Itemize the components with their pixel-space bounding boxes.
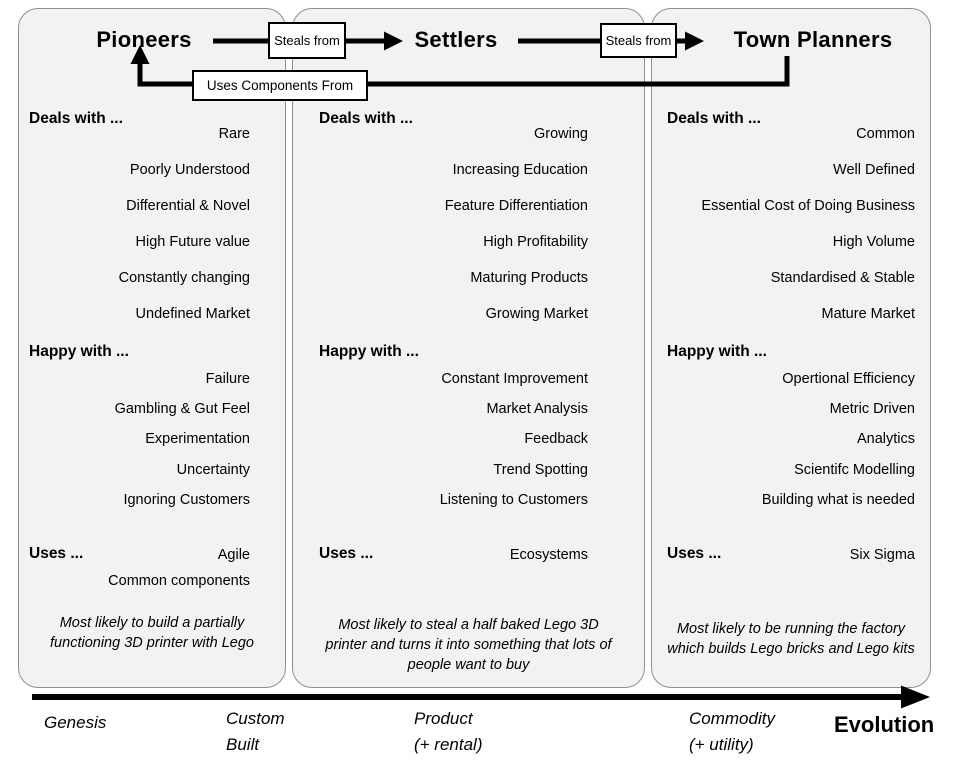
uses-item: Ecosystems [509, 547, 588, 563]
axis-stage-line: Built [226, 735, 260, 754]
happy-item: Metric Driven [829, 401, 915, 417]
deals-item: Poorly Understood [129, 162, 250, 178]
happy-item: Analytics [856, 431, 915, 447]
evolution-axis-label: Evolution [834, 712, 935, 737]
happy-item: Failure [205, 371, 250, 387]
deals-item: Increasing Education [452, 162, 588, 178]
deals-item: Growing [534, 126, 588, 142]
steals-from-label-box: Steals from [268, 22, 346, 59]
deals-with-header: Deals with ... [667, 110, 761, 127]
happy-item: Ignoring Customers [123, 492, 250, 508]
axis-stage-line: Genesis [44, 713, 107, 732]
happy-with-header: Happy with ... [667, 343, 767, 360]
deals-item: Common [856, 126, 915, 142]
evolution-arrowhead-icon [901, 686, 930, 709]
settlers-note: Most likely to steal a half baked Lego 3D printer and turns it into something that lots of people want to buy [325, 617, 612, 673]
happy-item: Constant Improvement [441, 371, 588, 387]
happy-item: Listening to Customers [439, 492, 588, 508]
uses-header: Uses ... [29, 545, 84, 562]
happy-item: Trend Spotting [493, 462, 588, 478]
uses-item: Common components [108, 573, 250, 589]
uses-components-from-label-box: Uses Components From [192, 70, 368, 101]
deals-item: Constantly changing [118, 270, 250, 286]
town-planners-note: Most likely to be running the factory which builds Lego bricks and Lego kits [667, 621, 915, 657]
happy-item: Market Analysis [486, 401, 588, 417]
happy-item: Building what is needed [761, 492, 915, 508]
deals-item: Standardised & Stable [770, 270, 915, 286]
pioneers-note: Most likely to build a partially functioning 3D printer with Lego [50, 615, 254, 651]
uses-item: Agile [217, 547, 250, 563]
deals-item: Mature Market [821, 306, 915, 322]
deals-item: Feature Differentiation [444, 198, 588, 214]
deals-with-header: Deals with ... [29, 110, 123, 127]
deals-item: Essential Cost of Doing Business [701, 198, 915, 214]
deals-with-header: Deals with ... [319, 110, 413, 127]
happy-item: Experimentation [145, 431, 250, 447]
town-planners-title: Town Planners [733, 27, 893, 52]
happy-item: Uncertainty [176, 462, 250, 478]
pioneers-title: Pioneers [96, 27, 192, 52]
settlers-title: Settlers [414, 27, 498, 52]
happy-with-header: Happy with ... [29, 343, 129, 360]
happy-item: Gambling & Gut Feel [114, 401, 250, 417]
axis-stage-line: Commodity [689, 709, 775, 728]
axis-stage-line: Product [414, 709, 473, 728]
right-arrowhead-icon [685, 32, 704, 51]
happy-with-header: Happy with ... [319, 343, 419, 360]
deals-item: Maturing Products [470, 270, 588, 286]
deals-item: Undefined Market [135, 306, 250, 322]
deals-item: Growing Market [485, 306, 588, 322]
happy-item: Opertional Efficiency [782, 371, 915, 387]
deals-item: Well Defined [833, 162, 915, 178]
uses-header: Uses ... [667, 545, 722, 562]
happy-item: Scientifc Modelling [794, 462, 915, 478]
axis-stage-line: (+ utility) [689, 735, 754, 754]
deals-item: High Volume [832, 234, 915, 250]
axis-stage-line: (+ rental) [414, 735, 483, 754]
happy-item: Feedback [524, 431, 588, 447]
deals-item: High Future value [135, 234, 250, 250]
axis-stage-line: Custom [226, 709, 285, 728]
uses-item: Six Sigma [849, 547, 915, 563]
uses-header: Uses ... [319, 545, 374, 562]
deals-item: Differential & Novel [126, 198, 250, 214]
steals-from-label-box: Steals from [600, 23, 677, 58]
deals-item: Rare [218, 126, 250, 142]
deals-item: High Profitability [483, 234, 588, 250]
